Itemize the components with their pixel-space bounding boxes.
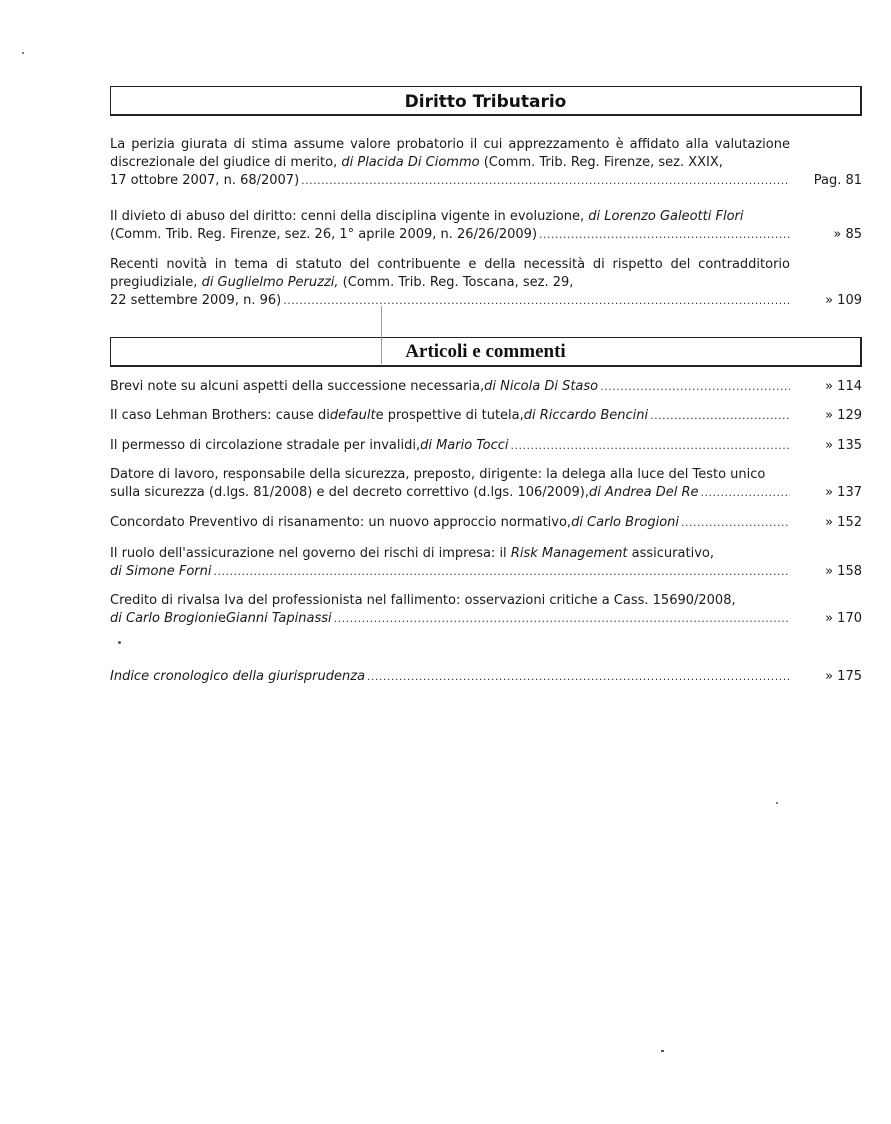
entry-title: Concordato Preventivo di risanamento: un nuovo approccio normativo,: [110, 515, 572, 530]
index-label: Indice cronologico della giurisprudenza: [110, 669, 366, 684]
entry-title-end: sulla sicurezza (d.lgs. 81/2008) e del decreto correttivo (d.lgs. 106/2009),: [110, 485, 589, 500]
page-number: » 170: [825, 611, 862, 626]
page-number: Pag. 81: [813, 173, 862, 188]
leader-dots: [650, 407, 790, 425]
section-header-diritto-tributario: [110, 86, 862, 116]
page-number: » 137: [825, 485, 862, 500]
entry-author: di Carlo Brogioni: [110, 611, 218, 626]
entry-conjunction: e: [217, 611, 226, 626]
page-number: » 135: [825, 438, 862, 453]
entry-source-end: 22 settembre 2009, n. 96): [110, 293, 282, 308]
leader-dots: [511, 437, 790, 455]
page-number: » 85: [833, 227, 862, 242]
entry-source-end: 17 ottobre 2007, n. 68/2007): [110, 173, 300, 188]
entry-author: di Guglielmo Peruzzi,: [201, 275, 339, 290]
toc-entry: [110, 514, 862, 532]
leader-dots: [539, 226, 790, 244]
entry-title: Brevi note su alcuni aspetti della successione necessaria,: [110, 379, 485, 394]
leader-dots: [701, 484, 790, 502]
page-number: » 109: [825, 293, 862, 308]
page-number: » 175: [825, 669, 862, 684]
entry-title: Il ruolo dell'assicurazione nel governo dei rischi di impresa: il: [110, 546, 511, 561]
toc-entry: [110, 256, 862, 310]
page-number: » 129: [825, 408, 862, 423]
entry-author: di Simone Forni: [110, 564, 212, 579]
toc-entry: [110, 136, 862, 190]
toc-entry: [110, 592, 862, 628]
entry-title: Il permesso di circolazione stradale per invalidi,: [110, 438, 421, 453]
toc-entry: [110, 407, 862, 425]
entry-author: di Mario Tocci: [420, 438, 509, 453]
toc-entry: [110, 437, 862, 455]
leader-dots: [301, 172, 790, 190]
section-title: Diritto Tributario: [404, 92, 567, 112]
leader-dots: [334, 610, 790, 628]
scan-artifact-dot: [776, 802, 778, 804]
entry-title-italic: Risk Management: [510, 546, 628, 561]
leader-dots: [213, 563, 790, 581]
entry-author: di Carlo Brogioni: [571, 515, 680, 530]
leader-dots: [681, 514, 790, 532]
entry-source: (Comm. Trib. Reg. Toscana, sez. 29,: [338, 275, 574, 290]
leader-dots: [600, 378, 790, 396]
scan-artifact-dot: [118, 641, 121, 644]
entry-title-italic: default: [329, 408, 376, 423]
page-number: » 114: [825, 379, 862, 394]
scan-artifact-dot: [22, 52, 24, 54]
toc-entry: [110, 466, 862, 502]
entry-title: Il caso Lehman Brothers: cause di: [110, 408, 330, 423]
entry-author: di Andrea Del Re: [588, 485, 699, 500]
scan-artifact-dot: [661, 1050, 664, 1052]
entry-author-2: Gianni Tapinassi: [225, 611, 332, 626]
entry-title: Il divieto di abuso del diritto: cenni della disciplina vigente in evoluzione,: [110, 209, 589, 224]
entry-title-rest: assicurativo,: [627, 546, 714, 561]
section-header-articoli-e-commenti: [110, 337, 862, 367]
leader-dots: [367, 668, 790, 686]
entry-title: Datore di lavoro, responsabile della sicurezza, preposto, dirigente: la delega alla luce del Testo unico: [110, 467, 766, 482]
entry-author: di Lorenzo Galeotti Flori: [588, 209, 744, 224]
entry-source: (Comm. Trib. Reg. Firenze, sez. XXIX,: [479, 155, 723, 170]
toc-entry-index: [110, 668, 862, 686]
entry-author: di Riccardo Bencini: [523, 408, 649, 423]
toc-entry: [110, 208, 862, 244]
section-title: Articoli e commenti: [405, 341, 566, 362]
entry-author: di Nicola Di Staso: [484, 379, 599, 394]
page-number: » 158: [825, 564, 862, 579]
entry-title-rest: e prospettive di tutela,: [375, 408, 524, 423]
toc-entry: [110, 378, 862, 396]
page-number: » 152: [825, 515, 862, 530]
leader-dots: [283, 292, 790, 310]
entry-title: La perizia giurata di stima assume valore probatorio il cui apprezzamento è affidato alla valutazione discrezionale del giudice di merito,: [110, 137, 790, 170]
entry-title: Credito di rivalsa Iva del professionista nel fallimento: osservazioni critiche a Cass. 15690/2008,: [110, 593, 736, 608]
toc-entry: [110, 545, 862, 581]
entry-author: di Placida Di Ciommo: [341, 155, 480, 170]
entry-source-end: (Comm. Trib. Reg. Firenze, sez. 26, 1° aprile 2009, n. 26/26/2009): [110, 227, 538, 242]
scan-artifact-line: [381, 306, 382, 364]
entry-title: Recenti novità in tema di statuto del contribuente e della necessità di rispetto del contradditorio pregiudiziale,: [110, 257, 790, 290]
